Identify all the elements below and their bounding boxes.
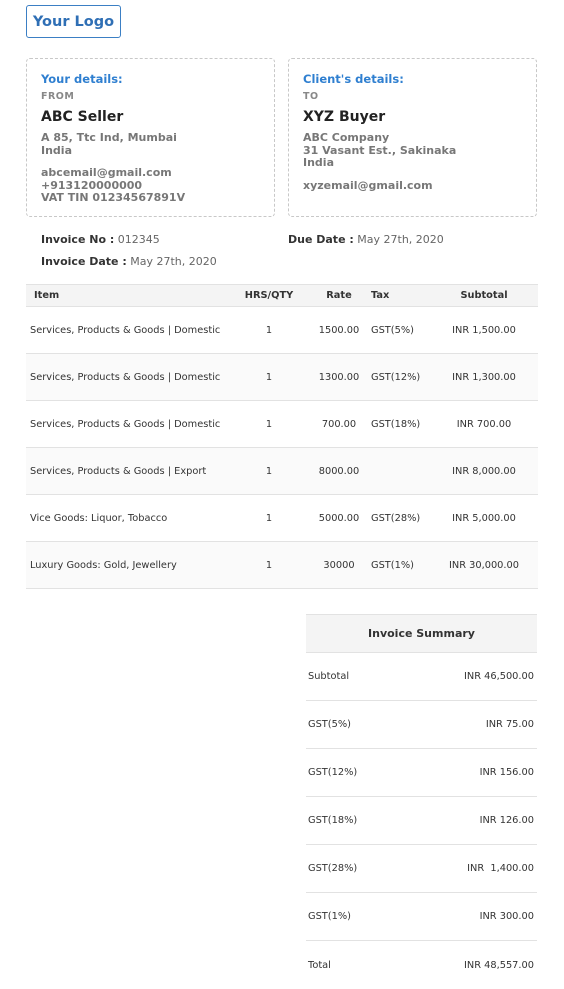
cell-item: Luxury Goods: Gold, Jewellery xyxy=(30,559,177,571)
seller-name: ABC Seller xyxy=(41,109,124,125)
seller-address-line2: India xyxy=(41,143,72,157)
table-row xyxy=(26,401,538,448)
seller-address xyxy=(41,132,260,157)
cell-item: Services, Products & Goods | Domestic xyxy=(30,371,221,383)
invoice-date xyxy=(41,255,217,268)
cell-tax: GST(5%) xyxy=(371,324,414,336)
summary-total-row xyxy=(306,941,537,989)
summary-value: INR 46,500.00 xyxy=(464,671,534,682)
client-address-line1: 31 Vasant Est., Sakinaka xyxy=(303,143,457,157)
cell-item: Services, Products & Goods | Domestic xyxy=(30,324,221,336)
col-header-rate: Rate xyxy=(308,285,370,307)
table-row xyxy=(26,495,538,542)
cell-rate: 1500.00 xyxy=(318,324,360,336)
invoice-number-value: 012345 xyxy=(117,233,160,246)
col-header-subtotal: Subtotal xyxy=(430,285,538,307)
summary-total-value: INR 48,557.00 xyxy=(464,959,534,971)
summary-row xyxy=(306,797,537,845)
col-header-item: Item xyxy=(26,285,230,307)
client-contact xyxy=(303,180,522,193)
client-direction: TO xyxy=(303,91,319,102)
cell-tax: GST(28%) xyxy=(371,512,421,524)
cell-rate: 5000.00 xyxy=(318,512,360,524)
summary-row xyxy=(306,749,537,797)
invoice-date-value: May 27th, 2020 xyxy=(130,255,217,268)
due-date xyxy=(288,233,444,246)
cell-tax xyxy=(370,448,430,495)
cell-rate: 30000 xyxy=(323,559,355,571)
items-table xyxy=(26,284,538,589)
cell-rate: 8000.00 xyxy=(318,465,360,477)
client-company: ABC Company xyxy=(303,131,390,144)
summary-total-label: Total xyxy=(308,959,331,971)
cell-tax: GST(12%) xyxy=(371,371,421,383)
seller-phone: +913120000000 xyxy=(41,178,143,192)
client-email: xyzemail@gmail.com xyxy=(303,178,433,192)
summary-row xyxy=(306,653,537,701)
col-header-tax: Tax xyxy=(370,285,430,307)
invoice-date-label: Invoice Date : xyxy=(41,255,127,268)
summary-label: GST(28%) xyxy=(308,863,358,874)
client-address-line2: India xyxy=(303,156,334,169)
cell-subtotal: INR 700.00 xyxy=(456,418,512,430)
seller-email: abcemail@gmail.com xyxy=(41,166,172,179)
cell-subtotal: INR 1,300.00 xyxy=(452,371,516,383)
seller-address-line1: A 85, Ttc Ind, Mumbai xyxy=(41,131,177,144)
cell-qty: 1 xyxy=(265,371,273,383)
table-row xyxy=(26,354,538,401)
due-date-label: Due Date : xyxy=(288,233,354,246)
table-row xyxy=(26,448,538,495)
client-heading: Client's details: xyxy=(303,72,404,86)
cell-qty: 1 xyxy=(265,559,273,571)
summary-label: GST(18%) xyxy=(308,815,358,826)
cell-qty: 1 xyxy=(265,465,273,477)
summary-value: INR 1,400.00 xyxy=(467,863,534,874)
due-date-value: May 27th, 2020 xyxy=(357,233,444,246)
invoice-number-label: Invoice No : xyxy=(41,233,115,246)
summary-label: GST(1%) xyxy=(308,911,351,922)
summary-row xyxy=(306,845,537,893)
client-details-card xyxy=(288,58,537,217)
client-address xyxy=(303,132,522,170)
cell-qty: 1 xyxy=(265,324,273,336)
invoice-number xyxy=(41,233,160,246)
cell-qty: 1 xyxy=(265,512,273,524)
cell-subtotal: INR 30,000.00 xyxy=(449,559,519,571)
summary-row xyxy=(306,701,537,749)
cell-subtotal: INR 1,500.00 xyxy=(452,324,516,336)
cell-qty: 1 xyxy=(265,418,273,430)
cell-item: Services, Products & Goods | Export xyxy=(30,465,207,477)
summary-title: Invoice Summary xyxy=(306,614,537,653)
seller-vat: VAT TIN 01234567891V xyxy=(41,191,186,204)
summary-label: Subtotal xyxy=(308,671,350,682)
summary-value: INR 156.00 xyxy=(479,767,534,778)
cell-rate: 700.00 xyxy=(321,418,357,430)
table-row xyxy=(26,307,538,354)
summary-label: GST(12%) xyxy=(308,767,358,778)
items-table-header xyxy=(26,285,538,307)
cell-item: Vice Goods: Liquor, Tobacco xyxy=(30,512,168,524)
seller-direction: FROM xyxy=(41,91,75,102)
summary-value: INR 75.00 xyxy=(485,719,534,730)
seller-heading: Your details: xyxy=(41,72,123,86)
logo: Your Logo xyxy=(26,5,121,38)
summary-row xyxy=(306,893,537,941)
cell-rate: 1300.00 xyxy=(318,371,360,383)
seller-contact xyxy=(41,167,260,205)
seller-details-card xyxy=(26,58,275,217)
summary-value: INR 300.00 xyxy=(479,911,534,922)
cell-subtotal: INR 8,000.00 xyxy=(452,465,516,477)
invoice-summary xyxy=(306,614,537,989)
summary-value: INR 126.00 xyxy=(479,815,534,826)
cell-tax: GST(1%) xyxy=(371,559,414,571)
cell-tax: GST(18%) xyxy=(371,418,421,430)
summary-label: GST(5%) xyxy=(308,719,351,730)
client-name: XYZ Buyer xyxy=(303,109,386,125)
cell-subtotal: INR 5,000.00 xyxy=(452,512,516,524)
col-header-qty: HRS/QTY xyxy=(230,285,308,307)
table-row xyxy=(26,542,538,589)
cell-item: Services, Products & Goods | Domestic xyxy=(30,418,221,430)
